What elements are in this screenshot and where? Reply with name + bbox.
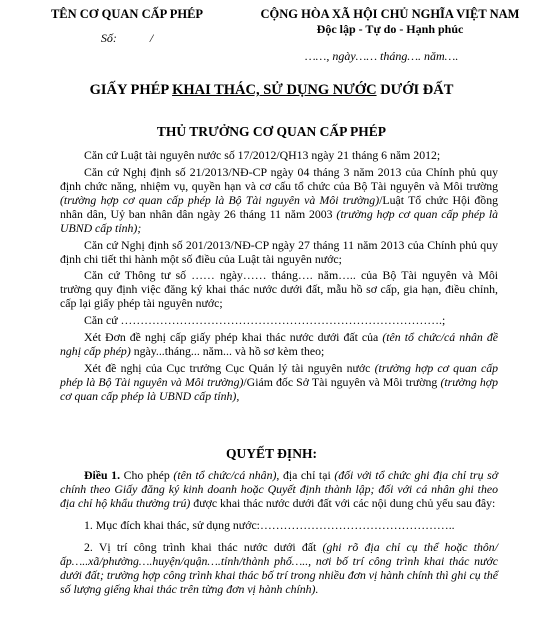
recital-6-text: Xét Đơn đề nghị cấp giấy phép khai thác nước dưới đất của: [84, 329, 383, 344]
document-title: [0, 82, 543, 99]
article-1-item-1: 1. Mục đích khai thác, sử dụng nước:…………………………………………..: [84, 518, 455, 532]
article-1: [60, 468, 498, 601]
recital-5: Căn cứ ……………………………………………………………………….;: [84, 313, 446, 328]
recital-2-note: (trường hợp cơ quan cấp phép là Bộ Tài nguyên và Môi trường): [60, 192, 380, 207]
recital-6-note: (tên tổ chức/cá nhân đề nghị cấp phép): [60, 329, 498, 358]
recital-3: Căn cứ Nghị định số 201/2013/NĐ-CP ngày 27 tháng 11 năm 2013 của Chính phủ quy định chi tiết thi hành một số điều của Luật tài nguyên nước;: [60, 237, 498, 266]
article-1-text-e: được khai thác nước dưới đất với các nội dung chủ yếu sau đây:: [190, 496, 496, 510]
document-number: Số: /: [100, 31, 154, 45]
article-1-item-2-text: 2. Vị trí công trình khai thác nước dưới đất: [84, 540, 323, 554]
article-1-label: Điều 1.: [84, 468, 121, 482]
article-1-intro: [60, 468, 498, 510]
recital-2: [60, 165, 498, 235]
decision-heading: QUYẾT ĐỊNH:: [226, 446, 317, 461]
recitals: [60, 148, 498, 406]
recital-1: Căn cứ Luật tài nguyên nước số 17/2012/QH13 ngày 21 tháng 6 năm 2012;: [84, 148, 441, 162]
recital-6: [60, 330, 498, 358]
title-part3: DƯỚI ĐẤT: [376, 82, 454, 98]
national-motto: Độc lập - Tự do - Hạnh phúc: [316, 22, 464, 36]
recital-2-text-b: /Luật Tổ chức Hội đồng nhân dân, Uỷ ban nhân dân ngày 26 tháng 11 năm 2003: [60, 192, 498, 221]
issuing-authority: THỦ TRƯỞNG CƠ QUAN CẤP PHÉP: [156, 124, 387, 139]
agency-name: TÊN CƠ QUAN CẤP PHÉP: [50, 7, 204, 21]
article-1-item-2-note: (ghi rõ địa chỉ cụ thể hoặc thôn/ấp…..xã/phường….huyện/quận….tỉnh/thành phố….., nơi bố trí công trình khai thác nước dưới đất; trường hợp công trình khai thác bố trí trong nhiều đơn vị hành chính thì ghi cụ thể số lượng giếng khai thác trên từng đơn vị hành chính).: [60, 540, 498, 596]
title-part2: KHAI THÁC, SỬ DỤNG NƯỚC: [172, 82, 377, 98]
recital-6-text-b: ngày...tháng... năm... và hồ sơ kèm theo;: [130, 343, 325, 358]
recital-7-text-b: /Giám đốc Sở Tài nguyên và Môi trường: [243, 374, 441, 389]
recital-4: Căn cứ Thông tư số …… ngày…… tháng…. năm….. của Bộ Tài nguyên và Môi trường quy định việc đăng ký khai thác nước dưới đất, mẫu hồ sơ cấp, gia hạn, điều chỉnh, cấp lại giấy phép tài nguyên nước;: [60, 268, 498, 311]
recital-7-note: (trường hợp cơ quan cấp phép là Bộ Tài nguyên và Môi trường): [60, 360, 498, 389]
recital-7: [60, 361, 498, 403]
article-1-item-2: [60, 540, 498, 596]
national-header: [240, 7, 540, 37]
title-part1: GIẤY PHÉP: [89, 82, 173, 98]
recital-2-note-b: (trường hợp cơ quan cấp phép là UBND cấp tỉnh);: [60, 206, 498, 235]
article-1-note-d: (đối với tổ chức ghi địa chỉ trụ sở chính theo Giấy đăng ký kinh doanh hoặc Quyết định thành lập; đối với cá nhân ghi theo địa chỉ hộ khẩu thường trú): [60, 468, 498, 510]
recital-7-text: Xét đề nghị của Cục trưởng Cục Quản lý tài nguyên nước: [84, 360, 375, 375]
article-1-text-c: , địa chỉ tại: [276, 468, 335, 482]
issue-date: ……, ngày…… tháng…. năm….: [305, 49, 459, 63]
agency-header: [22, 7, 232, 46]
recital-7-note-b: (trường hợp cơ quan cấp phép là UBND cấp tỉnh),: [60, 374, 499, 403]
article-1-note-b: (tên tổ chức/cá nhân): [173, 468, 277, 482]
country-name: CỘNG HÒA XÃ HỘI CHỦ NGHĨA VIỆT NAM: [260, 7, 520, 21]
article-1-text-a: Cho phép: [120, 468, 174, 482]
recital-2-text: Căn cứ Nghị định số 21/2013/NĐ-CP ngày 04 tháng 3 năm 2013 của Chính phủ quy định chức năng, nhiệm vụ, quyền hạn và cơ cấu tổ chức của Bộ Tài nguyên và Môi trường: [60, 164, 498, 193]
